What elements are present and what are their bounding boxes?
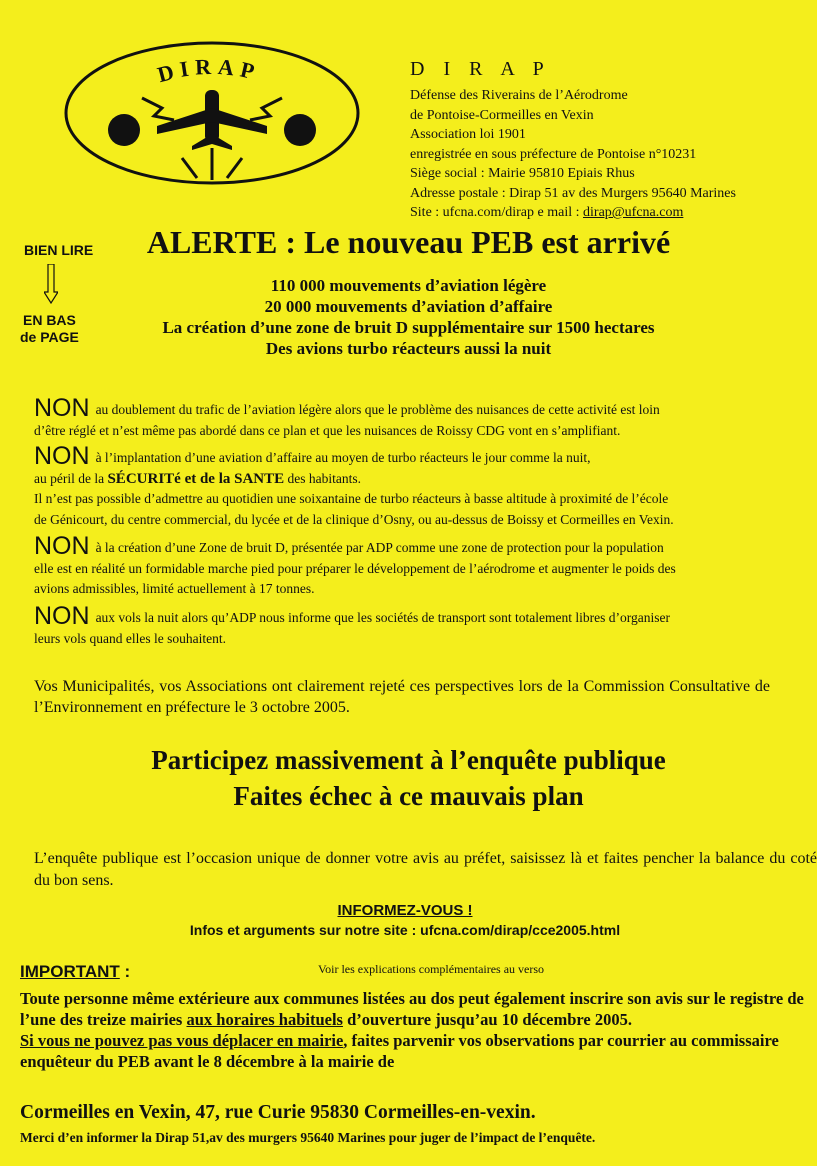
non-paragraph-4: NON aux vols la nuit alors qu’ADP nous informe que les sociétés de transport sont totalement libres d’organiser leurs vols quand elles le souhaitent. (34, 602, 670, 646)
dirap-logo (62, 38, 362, 188)
key-figure: 110 000 mouvements d’aviation légère (270, 276, 547, 295)
key-figure: La création d’une zone de bruit D supplémentaire sur 1500 hectares (162, 318, 655, 337)
informez-heading: INFORMEZ-VOUS ! (337, 902, 473, 919)
infos-line: Infos et arguments sur notre site : ufcna.com/dirap/cce2005.html (189, 922, 621, 938)
non-paragraph-3: NON à la création d’une Zone de bruit D, présentée par ADP comme une zone de protection pour la population elle est en réalité un formidable marche pied pour préparer le développement de l’aérodrome et augmenter le poids des avions admissibles, limité actuellement à 17 tonnes. (34, 532, 676, 596)
non-word: NON (34, 532, 90, 560)
info-line: enregistrée en sous préfecture de Pontoise n°10231 (410, 146, 697, 162)
key-figure: Des avions turbo réacteurs aussi la nuit (265, 339, 552, 358)
info-line: Défense des Riverains de l’Aérodrome (410, 88, 628, 103)
non-paragraph-1: NON au doublement du trafic de l’aviation légère alors que le problème des nuisances de cette activité est loin d’être réglé et n’est même pas abordé dans ce plan et que les nuisances de Roissy CDG vont en s’amplifiant. (34, 394, 660, 438)
info-line: Siège social : Mairie 95810 Epiais Rhus (410, 166, 635, 181)
call-to-action: Participez massivement à l’enquête publique Faites échec à ce mauvais plan (151, 745, 666, 811)
key-figures (0, 275, 817, 359)
email-link[interactable]: dirap@ufcna.com (583, 205, 684, 220)
association-info (410, 86, 736, 223)
info-line: Association loi 1901 (410, 127, 526, 142)
bien-lire-label: BIEN LIRE (24, 242, 94, 258)
site-line: Site : ufcna.com/dirap e mail : dirap@ufcna.com (410, 205, 684, 220)
en-bas-label: EN BAS de PAGE (20, 312, 79, 345)
alert-title: ALERTE : Le nouveau PEB est arrivé (146, 224, 671, 260)
logo-text: DIRAP (154, 53, 263, 88)
info-line: Adresse postale : Dirap 51 av des Murgers 95640 Marines (410, 185, 736, 201)
voir-verso-note: Voir les explications complémentaires au verso (318, 962, 545, 976)
enquete-paragraph: L’enquête publique est l’occasion unique de donner votre avis au préfet, saisissez là et faites pencher la balance du coté du bon sens. (34, 850, 817, 889)
merci-line: Merci d’en informer la Dirap 51,av des murgers 95640 Marines pour juger de l’impact de l’enquête. (20, 1130, 596, 1145)
municipalites-paragraph: Vos Municipalités, vos Associations ont clairement rejeté ces perspectives lors de la Commission Consultative de l’Environnement en préfecture le 3 octobre 2005. (34, 678, 770, 716)
non-word: NON (34, 442, 90, 470)
important-label: IMPORTANT : (20, 962, 131, 981)
important-text: Toute personne même extérieure aux communes listées au dos peut également inscrire son avis sur le registre de l’une des treize mairies aux horaires habituels d’ouverture jusqu’au 10 décembre 2005. Si vous ne pouvez pas vous déplacer en mairie, faites parvenir vos observations par courrier au commissaire enquêteur du PEB avant le 8 décembre à la mairie de (20, 989, 804, 1071)
cormeilles-address: Cormeilles en Vexin, 47, rue Curie 95830 Cormeilles-en-vexin. (20, 1102, 536, 1123)
brand-name: D I R A P (410, 58, 551, 80)
non-word: NON (34, 394, 90, 422)
non-word: NON (34, 602, 90, 630)
key-figure: 20 000 mouvements d’aviation d’affaire (264, 297, 553, 316)
info-line: de Pontoise-Cormeilles en Vexin (410, 107, 594, 123)
non-paragraph-2: NON à l’implantation d’une aviation d’affaire au moyen de turbo réacteurs le jour comme la nuit, au péril de la SÉCURITé et de la SANTE des habitants. Il n’est pas possible d’admettre au quotidien une soixantaine de turbo réacteurs à basse altitude à proximité de l’école de Génicourt, du centre commercial, du lycée et de la clinique d’Osny, ou au-dessus de Boissy et Cormeilles en Vexin. (34, 442, 674, 527)
